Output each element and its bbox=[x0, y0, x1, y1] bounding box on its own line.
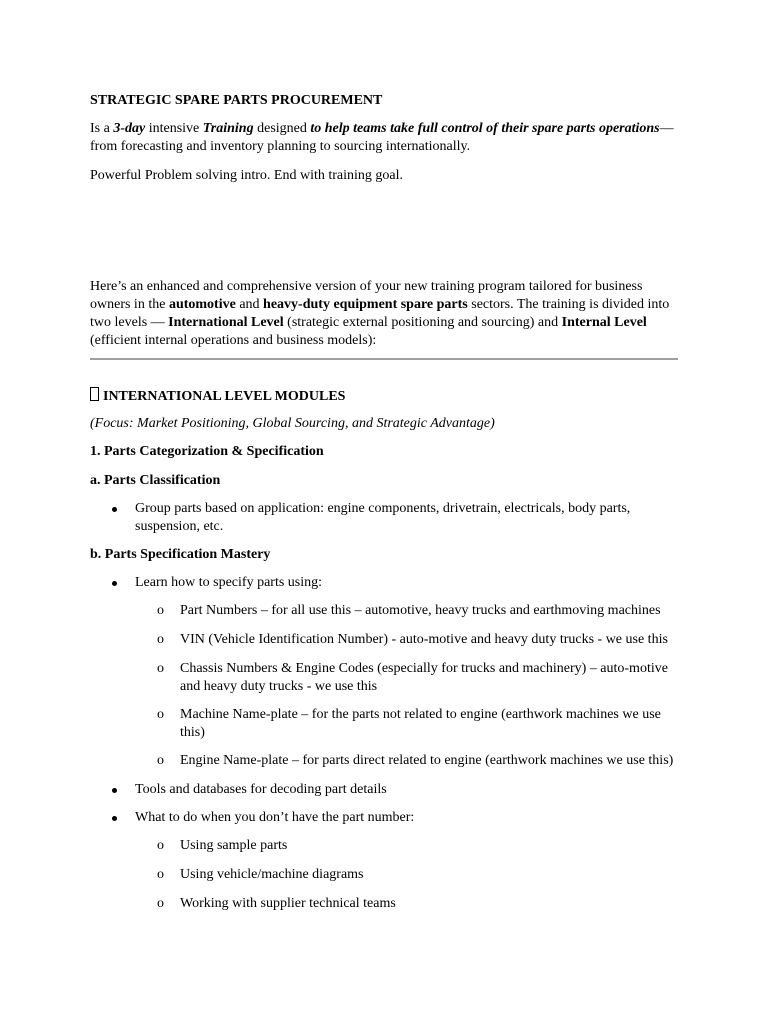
sub-list-item: o Using vehicle/machine diagrams bbox=[157, 867, 364, 882]
sub-bullet-marker: o bbox=[157, 603, 164, 618]
subsection-heading-b: b. Parts Specification Mastery bbox=[90, 547, 271, 562]
missing-glyph-icon bbox=[90, 387, 99, 401]
sub-bullet-marker: o bbox=[157, 867, 164, 882]
document-title: STRATEGIC SPARE PARTS PROCUREMENT bbox=[90, 93, 383, 108]
sub-list-item: o Working with supplier technical teams bbox=[157, 896, 396, 911]
sub-list-item: o Engine Name-plate – for parts direct related to engine (earthwork machines we use this) bbox=[157, 753, 674, 768]
sub-list-item: o Chassis Numbers & Engine Codes (especially for trucks and machinery) – auto-motive and heavy duty trucks - we use this bbox=[157, 661, 668, 694]
sub-bullet-marker: o bbox=[157, 632, 164, 647]
sub-bullet-marker: o bbox=[157, 838, 164, 853]
problem-note: Powerful Problem solving intro. End with training goal. bbox=[90, 168, 404, 183]
sub-bullet-marker: o bbox=[157, 896, 164, 911]
list-item: Learn how to specify parts using: bbox=[135, 574, 635, 592]
sub-list-item: o VIN (Vehicle Identification Number) - auto-motive and heavy duty trucks - we use this bbox=[157, 632, 668, 647]
sub-list-item: o Using sample parts bbox=[157, 838, 288, 853]
enhanced-paragraph: Here’s an enhanced and comprehensive version of your new training program tailored for business owners in the automotive and heavy-duty equipment spare parts sectors. The training is divided into two levels — International Level (strategic external positioning and sourcing) and Internal Level (efficient internal operations and business models): bbox=[90, 279, 670, 348]
sub-list-item: o Part Numbers – for all use this – automotive, heavy trucks and earthmoving machines bbox=[157, 603, 661, 618]
focus-note: (Focus: Market Positioning, Global Sourcing, and Strategic Advantage) bbox=[90, 416, 495, 431]
intro-paragraph: Is a 3-day intensive Training designed to help teams take full control of their spare parts operations— from forecasting and inventory planning to sourcing internationally. bbox=[90, 121, 674, 154]
list-item: Group parts based on application: engine components, drivetrain, electricals, body parts, suspension, etc. bbox=[135, 500, 635, 536]
section-heading-1: 1. Parts Categorization & Specification bbox=[90, 444, 324, 459]
list-item: Tools and databases for decoding part details bbox=[135, 781, 635, 799]
sub-bullet-marker: o bbox=[157, 753, 164, 768]
subsection-heading-a: a. Parts Classification bbox=[90, 473, 221, 488]
horizontal-divider bbox=[90, 358, 678, 360]
sub-bullet-marker: o bbox=[157, 707, 164, 722]
sub-bullet-marker: o bbox=[157, 661, 164, 676]
international-heading: INTERNATIONAL LEVEL MODULES bbox=[90, 387, 345, 406]
list-item: What to do when you don’t have the part number: bbox=[135, 809, 635, 827]
sub-list-item: o Machine Name-plate – for the parts not related to engine (earthwork machines we use this) bbox=[157, 707, 661, 740]
